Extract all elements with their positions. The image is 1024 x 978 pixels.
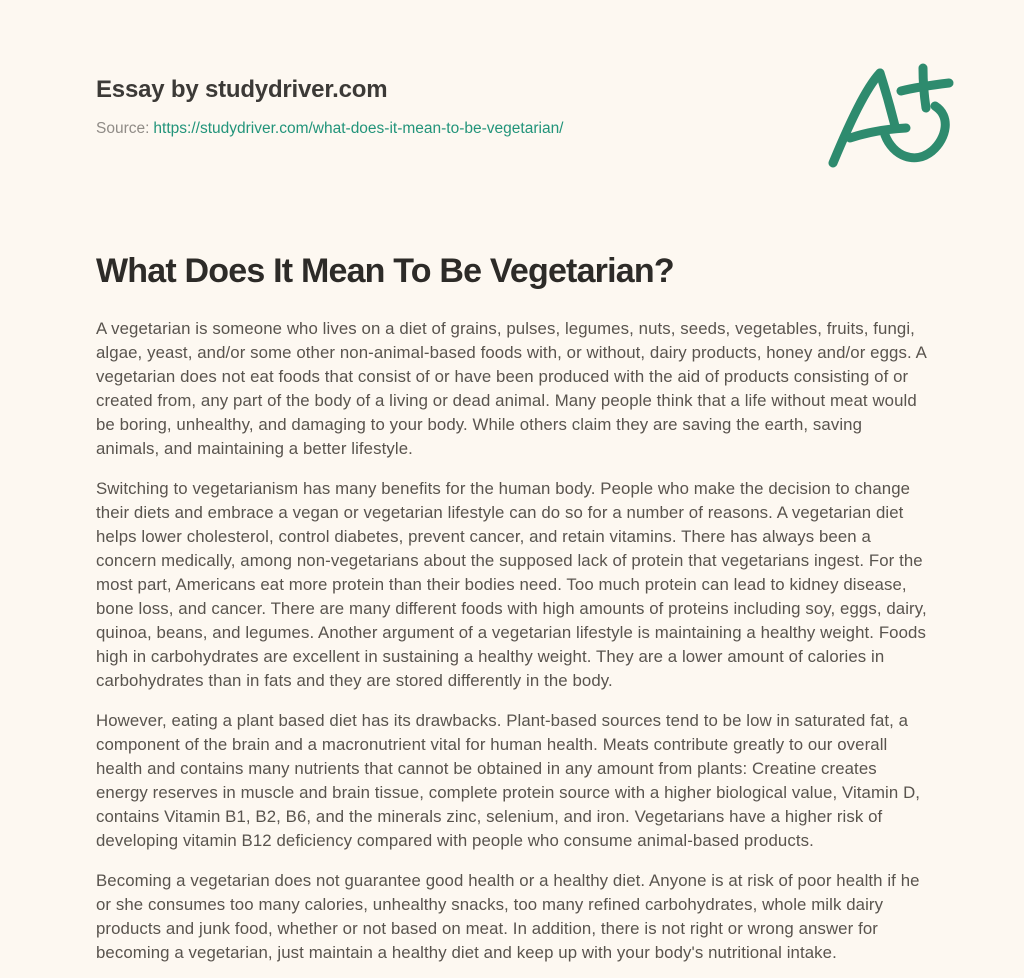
essay-paragraph-2: Switching to vegetarianism has many benefits for the human body. People who make the decision to change their diets and embrace a vegan or vegetarian lifestyle can do so for a number of reasons. A vegetarian diet helps lower cholesterol, control diabetes, prevent cancer, and retain vitamins. There has always been a concern medically, among non-vegetarians about the supposed lack of protein that vegetarians ingest. For the most part, Americans eat more protein than their bodies need. Too much protein can lead to kidney disease, bone loss, and cancer. There are many different foods with high amounts of proteins including soy, eggs, dairy, quinoa, beans, and legumes. Another argument of a vegetarian lifestyle is maintaining a healthy weight. Foods high in carbohydrates are excellent in sustaining a healthy weight. They are a lower amount of calories in carbohydrates than in fats and they are stored differently in the body. (96, 479, 927, 690)
a-plus-logo-icon (822, 60, 958, 172)
document-header (96, 76, 930, 138)
essay-title: What Does It Mean To Be Vegetarian? (96, 252, 674, 290)
essay-body (96, 317, 930, 965)
source-line (96, 120, 930, 138)
essay-paragraph-1: A vegetarian is someone who lives on a diet of grains, pulses, legumes, nuts, seeds, vegetables, fruits, fungi, algae, yeast, and/or some other non-animal-based foods with, or without, dairy products, honey and/or eggs. A vegetarian does not eat foods that consist of or have been produced with the aid of products consisting of or created from, any part of the body of a living or dead animal. Many people think that a life without meat would be boring, unhealthy, and damaging to your body. While others claim they are saving the earth, saving animals, and maintaining a better lifestyle. (96, 319, 926, 458)
essay-paragraph-3: However, eating a plant based diet has its drawbacks. Plant-based sources tend to be low in saturated fat, a component of the brain and a macronutrient vital for human health. Meats contribute greatly to our overall health and contains many nutrients that cannot be obtained in any amount from plants: Creatine creates energy reserves in muscle and brain tissue, complete protein source with a higher biological value, Vitamin D, contains Vitamin B1, B2, B6, and the minerals zinc, selenium, and iron. Vegetarians have a higher risk of developing vitamin B12 deficiency compared with people who consume animal-based products. (96, 711, 921, 850)
essay-paragraph-4: Becoming a vegetarian does not guarantee good health or a healthy diet. Anyone is at risk of poor health if he or she consumes too many calories, unhealthy snacks, too many refined carbohydrates, whole milk dairy products and junk food, whether or not based on meat. In addition, there is not right or wrong answer for becoming a vegetarian, just maintain a healthy diet and keep up with your body's nutritional intake. (96, 871, 920, 962)
source-label: Source: (96, 120, 150, 137)
document-title: Essay by studydriver.com (96, 76, 388, 103)
source-link[interactable]: https://studydriver.com/what-does-it-mean-to-be-vegetarian/ (153, 120, 564, 137)
